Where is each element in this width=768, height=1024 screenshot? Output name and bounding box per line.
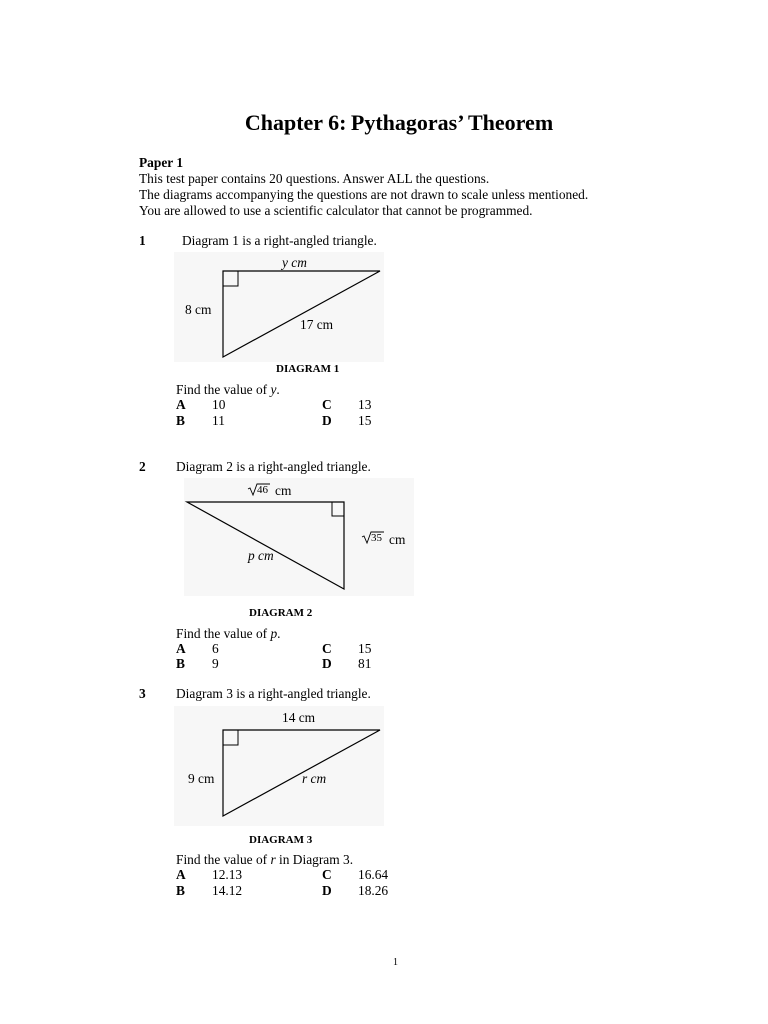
option-letter: A <box>176 641 186 656</box>
right-angle-marker <box>223 271 238 286</box>
label-top-unit: cm <box>275 483 292 498</box>
option-value: 16.64 <box>358 867 389 882</box>
label-top: y cm <box>282 255 307 270</box>
option-value: 12.13 <box>212 867 243 882</box>
option-value: 15 <box>358 641 372 656</box>
question-prompt: Find the value of y. <box>176 382 280 397</box>
question-number: 2 <box>139 459 146 474</box>
option-value: 9 <box>212 656 219 671</box>
option-letter: B <box>176 883 185 898</box>
label-top-radicand: 46 <box>257 484 268 496</box>
option-letter: C <box>322 397 332 412</box>
option-letter: D <box>322 883 332 898</box>
question-number: 3 <box>139 686 146 701</box>
paper-heading: Paper 1 <box>139 155 184 170</box>
question-stem: Diagram 1 is a right-angled triangle. <box>182 233 377 248</box>
page-number: 1 <box>393 957 398 968</box>
intro-line: You are allowed to use a scientific calculator that cannot be programmed. <box>139 203 533 218</box>
option-letter: B <box>176 656 185 671</box>
triangle-3 <box>174 706 384 826</box>
label-side-radicand: 35 <box>371 532 382 544</box>
intro-line: This test paper contains 20 questions. Answer ALL the questions. <box>139 171 490 186</box>
right-angle-marker <box>223 730 238 745</box>
option-letter: C <box>322 867 332 882</box>
question-prompt: Find the value of r in Diagram 3. <box>176 852 354 867</box>
option-value: 13 <box>358 397 372 412</box>
triangle-outline <box>223 271 380 357</box>
label-hypotenuse: r cm <box>302 771 327 786</box>
right-angle-marker <box>332 502 344 516</box>
page-title: Chapter 6: Pythagoras’ Theorem <box>244 110 554 135</box>
intro-line: The diagrams accompanying the questions are not drawn to scale unless mentioned. <box>139 187 589 202</box>
option-value: 6 <box>212 641 219 656</box>
diagram-3 <box>174 706 384 826</box>
diagram-caption: DIAGRAM 2 <box>249 607 313 619</box>
option-value: 18.26 <box>358 883 389 898</box>
option-letter: D <box>322 413 332 428</box>
diagram-1 <box>174 252 384 362</box>
label-side: 8 cm <box>185 302 212 317</box>
option-letter: A <box>176 397 186 412</box>
label-hypotenuse: p cm <box>248 548 274 563</box>
option-letter: D <box>322 656 332 671</box>
question-stem: Diagram 3 is a right-angled triangle. <box>176 686 371 701</box>
option-value: 81 <box>358 656 372 671</box>
option-letter: B <box>176 413 185 428</box>
option-letter: A <box>176 867 186 882</box>
triangle-outline <box>187 502 344 589</box>
label-hypotenuse: 17 cm <box>300 317 334 332</box>
option-value: 10 <box>212 397 226 412</box>
option-letter: C <box>322 641 332 656</box>
option-value: 11 <box>212 413 225 428</box>
question-number: 1 <box>139 233 146 248</box>
option-value: 14.12 <box>212 883 243 898</box>
label-side-unit: cm <box>389 532 406 547</box>
diagram-caption: DIAGRAM 3 <box>249 834 313 846</box>
diagram-2 <box>184 478 414 596</box>
label-side: 9 cm <box>188 771 215 786</box>
option-value: 15 <box>358 413 372 428</box>
question-stem: Diagram 2 is a right-angled triangle. <box>176 459 371 474</box>
label-top: 14 cm <box>282 710 316 725</box>
question-prompt: Find the value of p. <box>176 626 281 641</box>
diagram-caption: DIAGRAM 1 <box>276 363 340 375</box>
